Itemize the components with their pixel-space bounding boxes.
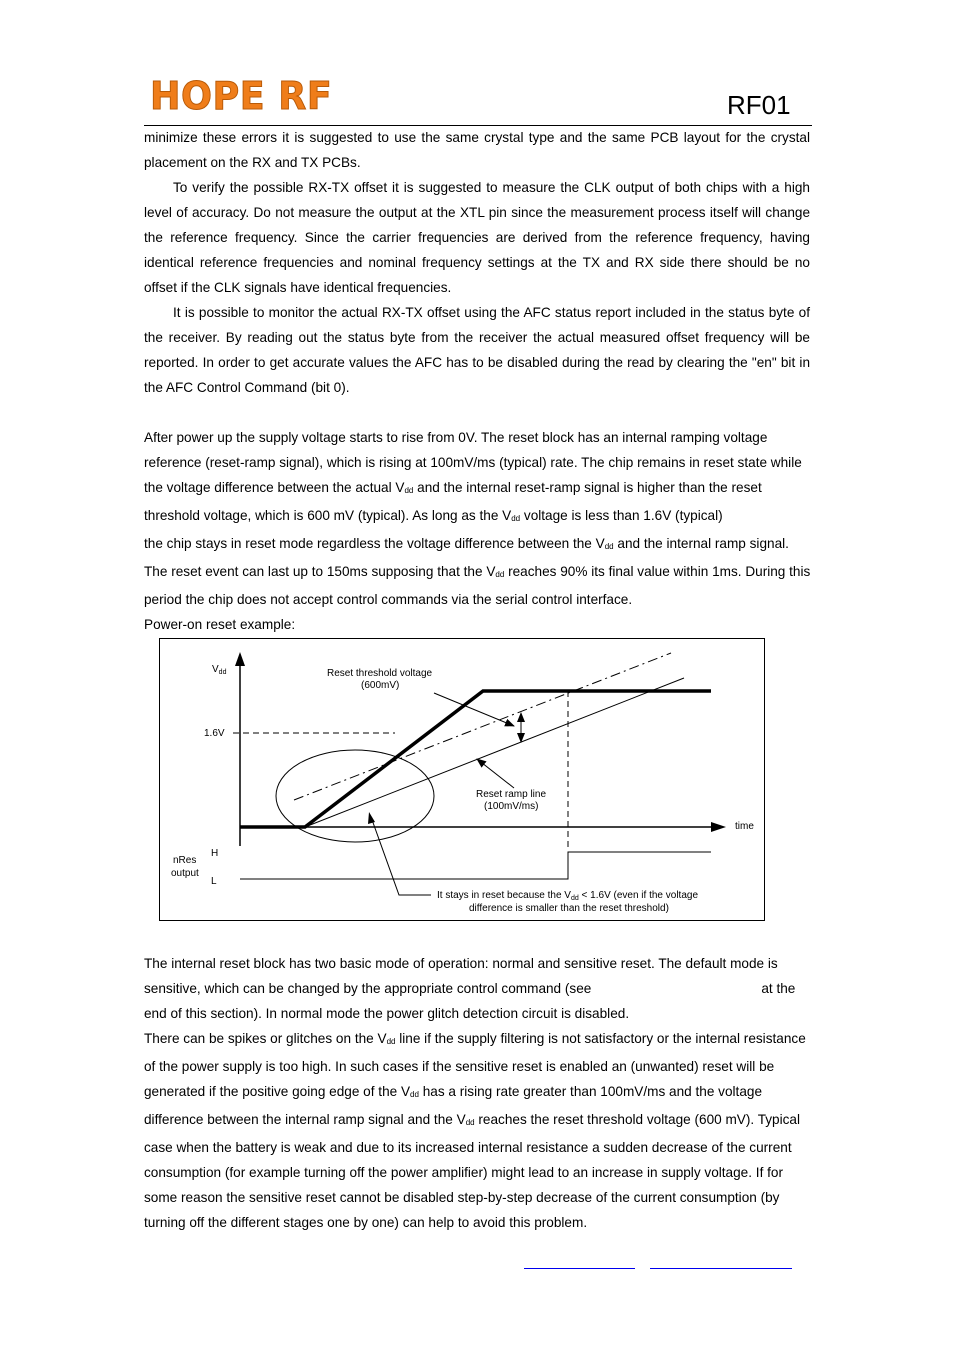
ramp-label-line-2: (100mV/ms) xyxy=(484,801,539,812)
model-number: RF01 xyxy=(727,90,791,120)
modes-line-1: The internal reset block has two basic mode of operation: normal and sensitive reset. The default mode is xyxy=(144,956,778,971)
threshold-label-line-2: (600mV) xyxy=(361,680,400,691)
por-line-5: the chip stays in reset mode regardless the voltage difference between the $V_{dd}$ and the internal ramp signal. xyxy=(144,536,789,551)
hope-rf-logo: HOPE RF xyxy=(150,74,333,118)
modes-line-8: case when the battery is weak and due to its increased internal resistance a sudden decrease of the current xyxy=(144,1140,792,1155)
por-line-6: The reset event can last up to 150ms supposing that the $V_{dd}$ reaches 90% its final value within 1ms. During this xyxy=(144,564,811,579)
footer-link-1[interactable] xyxy=(524,1268,635,1269)
por-line-1: After power up the supply voltage starts to rise from 0V. The reset block has an internal ramping voltage xyxy=(144,430,768,445)
por-line-8: Power-on reset example: xyxy=(144,617,296,632)
modes-line-5: of the power supply is too high. In such cases if the sensitive reset is enabled an (unwanted) reset will be xyxy=(144,1059,775,1074)
modes-line-3: end of this section). In normal mode the power glitch detection circuit is disabled. xyxy=(144,1006,630,1021)
threshold-label-line-1: Reset threshold voltage xyxy=(327,668,433,679)
modes-line-4: There can be spikes or glitches on the $V_{dd}$ line if the supply filtering is not satisfactory or the internal resistance xyxy=(144,1031,806,1046)
por-section xyxy=(144,425,810,637)
power-on-reset-diagram xyxy=(159,638,765,921)
note-line-2: difference is smaller than the reset threshold) xyxy=(469,903,669,914)
modes-line-11: turning off the different stages one by one) can help to avoid this problem. xyxy=(144,1215,588,1230)
modes-line-7: difference between the internal ramp signal and the $V_{dd}$ reaches the reset threshold voltage (600 mV). Typical xyxy=(144,1112,801,1127)
nres-label-line-2: output xyxy=(171,868,199,879)
afc-paragraph-1: minimize these errors it is suggested to use the same crystal type and the same PCB layout for the crystal placement on the RX and TX PCBs. xyxy=(144,130,810,170)
por-line-2: reference (reset-ramp signal), which is rising at 100mV/ms (typical) rate. The chip remains in reset state while xyxy=(144,455,802,470)
diagram-frame xyxy=(160,639,765,921)
note-line-1: It stays in reset because the $V_{dd} < 1.6V$ (even if the voltage xyxy=(437,890,699,902)
por-line-4: threshold voltage, which is 600 mV (typical). As long as the $V_{dd}$ voltage is less than 1.6V (typical) xyxy=(144,508,723,523)
reset-modes-section xyxy=(144,951,810,1235)
modes-line-2: sensitive, which can be changed by the appropriate control command (see at the xyxy=(144,981,796,996)
por-line-7: period the chip does not accept control commands via the serial control interface. xyxy=(144,592,633,607)
ramp-label-line-1: Reset ramp line xyxy=(476,789,547,800)
por-line-3: the voltage difference between the actual $V_{dd}$ and the internal reset-ramp signal is higher than the reset xyxy=(144,480,762,495)
l-label: L xyxy=(211,876,217,887)
level-1v6-label: 1.6V xyxy=(204,728,225,739)
afc-paragraph-2: To verify the possible RX-TX offset it is suggested to measure the CLK output of both chips with a high level of accuracy. Do not measure the output at the XTL pin since the measurement process itself will change the reference frequency. Since the carrier frequencies are derived from the reference frequency, having identical reference frequencies and nominal frequency settings at the TX and RX side there should be no offset if the CLK signals have identical frequencies. xyxy=(144,180,810,295)
afc-paragraph-3: It is possible to monitor the actual RX-TX offset using the AFC status report included in the status byte of the receiver. By reading out the status byte from the receiver the actual measured offset frequency will be reported. In order to get accurate values the AFC has to be disabled during the read by clearing the "en" bit in the AFC Control Command (bit 0). xyxy=(144,305,810,395)
modes-line-6: generated if the positive going edge of the $V_{dd}$ has a rising rate greater than 100mV/ms and the voltage xyxy=(144,1084,763,1099)
nres-label-line-1: nRes xyxy=(173,855,197,866)
modes-line-10: some reason the sensitive reset cannot be disabled step-by-step decrease of the current consumption (by xyxy=(144,1190,780,1205)
afc-section xyxy=(144,125,810,400)
modes-line-9: consumption (for example turning off the power amplifier) might lead to an increase in supply voltage. If for xyxy=(144,1165,783,1180)
time-axis-label: time xyxy=(735,821,754,832)
footer-link-2[interactable] xyxy=(650,1268,792,1269)
h-label: H xyxy=(211,848,219,859)
vdd-axis-label: $V_{dd}$ xyxy=(212,664,227,676)
